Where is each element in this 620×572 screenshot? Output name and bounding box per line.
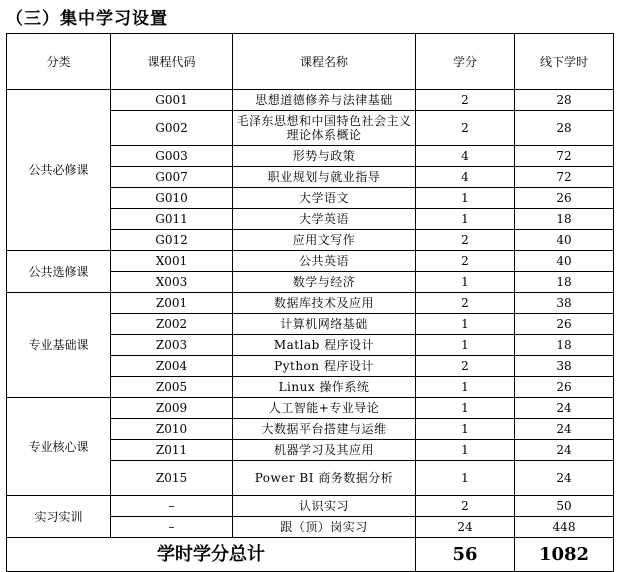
table-row — [7, 251, 614, 272]
course-code-cell: Z003 — [111, 335, 233, 356]
course-code-cell: G012 — [111, 230, 233, 251]
table-row — [7, 90, 614, 111]
credits-cell: 1 — [416, 314, 515, 335]
credits-cell: 2 — [416, 356, 515, 377]
course-name-cell: 大学英语 — [233, 209, 416, 230]
course-name-cell: 认识实习 — [233, 496, 416, 517]
hours-cell: 18 — [515, 209, 614, 230]
course-name-cell: 数学与经济 — [233, 272, 416, 293]
total-hours: 1082 — [515, 538, 614, 572]
course-name-cell: 职业规划与就业指导 — [233, 167, 416, 188]
table-header-row — [7, 34, 614, 90]
credits-cell: 4 — [416, 167, 515, 188]
credits-cell: 1 — [416, 188, 515, 209]
credits-cell: 2 — [416, 111, 515, 146]
course-code-cell: Z009 — [111, 398, 233, 419]
hours-cell: 24 — [515, 440, 614, 461]
hours-cell: 26 — [515, 314, 614, 335]
table-row — [7, 293, 614, 314]
hours-cell: 28 — [515, 90, 614, 111]
course-name-cell: 机器学习及其应用 — [233, 440, 416, 461]
hours-cell: 38 — [515, 293, 614, 314]
hours-cell: 40 — [515, 230, 614, 251]
hours-cell: 40 — [515, 251, 614, 272]
course-code-cell: Z001 — [111, 293, 233, 314]
course-code-cell: G003 — [111, 146, 233, 167]
credits-cell: 2 — [416, 496, 515, 517]
credits-cell: 1 — [416, 209, 515, 230]
course-code-cell: X001 — [111, 251, 233, 272]
category-cell: 公共选修课 — [7, 251, 111, 293]
course-code-cell: – — [111, 517, 233, 538]
credits-cell: 1 — [416, 419, 515, 440]
course-name-cell: 公共英语 — [233, 251, 416, 272]
course-code-cell: G002 — [111, 111, 233, 146]
header-credits: 学分 — [416, 34, 515, 90]
course-code-cell: X003 — [111, 272, 233, 293]
course-name-cell: 大数据平台搭建与运维 — [233, 419, 416, 440]
credits-cell: 24 — [416, 517, 515, 538]
course-name-cell: 毛泽东思想和中国特色社会主义理论体系概论 — [233, 111, 416, 146]
course-code-cell: Z010 — [111, 419, 233, 440]
course-name-cell: Python 程序设计 — [233, 356, 416, 377]
credits-cell: 4 — [416, 146, 515, 167]
credits-cell: 2 — [416, 90, 515, 111]
table-row — [7, 496, 614, 517]
course-name-cell: 形势与政策 — [233, 146, 416, 167]
hours-cell: 28 — [515, 111, 614, 146]
course-code-cell: G010 — [111, 188, 233, 209]
category-cell: 专业核心课 — [7, 398, 111, 496]
course-code-cell: G007 — [111, 167, 233, 188]
hours-cell: 24 — [515, 398, 614, 419]
credits-cell: 1 — [416, 272, 515, 293]
hours-cell: 72 — [515, 167, 614, 188]
course-name-cell: 大学语文 — [233, 188, 416, 209]
credits-cell: 1 — [416, 440, 515, 461]
course-code-cell: Z015 — [111, 461, 233, 496]
course-code-cell: – — [111, 496, 233, 517]
header-course-code: 课程代码 — [111, 34, 233, 90]
course-name-cell: Linux 操作系统 — [233, 377, 416, 398]
header-course-name: 课程名称 — [233, 34, 416, 90]
category-cell: 实习实训 — [7, 496, 111, 538]
hours-cell: 26 — [515, 377, 614, 398]
hours-cell: 24 — [515, 461, 614, 496]
hours-cell: 72 — [515, 146, 614, 167]
hours-cell: 24 — [515, 419, 614, 440]
hours-cell: 26 — [515, 188, 614, 209]
hours-cell: 18 — [515, 272, 614, 293]
credits-cell: 2 — [416, 293, 515, 314]
course-name-cell: 思想道德修养与法律基础 — [233, 90, 416, 111]
course-name-cell: 计算机网络基础 — [233, 314, 416, 335]
course-code-cell: Z005 — [111, 377, 233, 398]
credits-cell: 1 — [416, 398, 515, 419]
course-code-cell: Z004 — [111, 356, 233, 377]
credits-cell: 1 — [416, 335, 515, 356]
credits-cell: 2 — [416, 251, 515, 272]
category-cell: 专业基础课 — [7, 293, 111, 398]
course-name-cell: 人工智能+专业导论 — [233, 398, 416, 419]
course-table — [6, 33, 614, 572]
course-code-cell: G001 — [111, 90, 233, 111]
course-name-cell: 应用文写作 — [233, 230, 416, 251]
page-title: （三）集中学习设置 — [6, 9, 168, 29]
course-name-cell: Matlab 程序设计 — [233, 335, 416, 356]
course-code-cell: Z011 — [111, 440, 233, 461]
credits-cell: 2 — [416, 230, 515, 251]
credits-cell: 1 — [416, 461, 515, 496]
hours-cell: 18 — [515, 335, 614, 356]
course-name-cell: 跟（顶）岗实习 — [233, 517, 416, 538]
course-name-cell: 数据库技术及应用 — [233, 293, 416, 314]
total-label: 学时学分总计 — [7, 538, 416, 572]
course-name-cell: Power BI 商务数据分析 — [233, 461, 416, 496]
total-credits: 56 — [416, 538, 515, 572]
credits-cell: 1 — [416, 377, 515, 398]
hours-cell: 448 — [515, 517, 614, 538]
table-row — [7, 398, 614, 419]
header-offline-hours: 线下学时 — [515, 34, 614, 90]
table-body — [7, 90, 614, 572]
course-code-cell: G011 — [111, 209, 233, 230]
header-category: 分类 — [7, 34, 111, 90]
hours-cell: 38 — [515, 356, 614, 377]
hours-cell: 50 — [515, 496, 614, 517]
course-code-cell: Z002 — [111, 314, 233, 335]
total-row — [7, 538, 614, 572]
category-cell: 公共必修课 — [7, 90, 111, 251]
